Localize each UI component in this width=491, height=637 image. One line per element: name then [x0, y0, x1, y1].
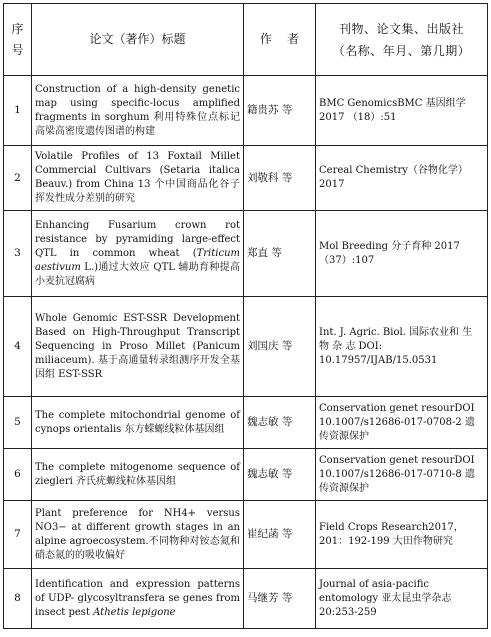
- row-author: 崔纪菡 等: [244, 501, 316, 569]
- row-title-text: Identification and expression patterns of UDP- glycosyltransfera se genes from insect pest: [35, 578, 240, 618]
- row-author: 魏志敏 等: [244, 397, 316, 449]
- row-title: [32, 449, 244, 501]
- row-title: [32, 146, 244, 211]
- table-row: [4, 449, 488, 501]
- row-number: 2: [4, 146, 32, 211]
- header-source-line-2: （名称、年月、第几期）: [332, 43, 471, 58]
- table-row: [4, 297, 488, 397]
- row-title: [32, 76, 244, 146]
- row-number: 4: [4, 297, 32, 397]
- row-title: [32, 501, 244, 569]
- row-author: 马继芳 等: [244, 569, 316, 629]
- table-row: [4, 501, 488, 569]
- header-source-line-1: 刊物、论文集、出版社: [338, 21, 464, 36]
- header-author: 作 者: [244, 4, 316, 76]
- row-author: 刘敬科 等: [244, 146, 316, 211]
- row-author: 魏志敏 等: [244, 449, 316, 501]
- header-source: [316, 4, 488, 76]
- row-number: 3: [4, 211, 32, 297]
- row-author: 刘国庆 等: [244, 297, 316, 397]
- row-source: Journal of asia-pacific entomology 亚太昆虫学杂志 20:253-259: [316, 569, 488, 629]
- row-number: 6: [4, 449, 32, 501]
- row-title: [32, 397, 244, 449]
- row-source: Mol Breeding 分子育种 2017 （37）:107: [316, 211, 488, 297]
- row-title-text: Plant preference for NH4+ versus NO3− at different growth stages in an alpine agroecosystem.不同物种对铵态氮和硝态氮的的吸收偏好: [35, 507, 240, 561]
- header-serial-number: [4, 4, 32, 76]
- table-row: [4, 569, 488, 629]
- row-title-text: Volatile Profiles of 13 Foxtail Millet Commercial Cultivars (Setaria italica Beauv.) from China 13 个中国商品化谷子挥发性成分差别的研究: [35, 151, 240, 204]
- row-source: Int. J. Agric. Biol. 国际农业和 生 物 杂 志 DOI: 10.17957/IJAB/15.0531: [316, 297, 488, 397]
- header-title: 论文（著作）标题: [32, 4, 244, 76]
- table-row: [4, 76, 488, 146]
- row-title-italic: Athetis lepigone: [93, 606, 176, 618]
- table-row: [4, 397, 488, 449]
- row-number: 8: [4, 569, 32, 629]
- header-serial-char-2: 号: [11, 42, 24, 57]
- row-number: 5: [4, 397, 32, 449]
- row-title: [32, 569, 244, 629]
- row-title-text: Enhancing Fusarium crown rot resistance by pyramiding large-effect QTL in common wheat (: [35, 219, 240, 259]
- row-source: BMC GenomicsBMC 基因组学 2017 （18）:51: [316, 76, 488, 146]
- row-title-text: Whole Genomic EST-SSR Development Based on High-Throughput Transcript Sequencing in Proso Millet (Panicum miliaceum). 基于高通量转录组测序开发全基因组 EST-SSR: [35, 312, 240, 380]
- row-title: [32, 297, 244, 397]
- row-title-text: Construction of a high-density genetic map using specific-locus amplified fragments in sorghum 利用特殊位点标记高梁高密度遗传图谱的构建: [35, 83, 240, 137]
- row-author: 籍贵苏 等: [244, 76, 316, 146]
- table-row: [4, 211, 488, 297]
- row-number: 7: [4, 501, 32, 569]
- row-number: 1: [4, 76, 32, 146]
- row-title-text: The complete mitogenome sequence of ziegleri 齐氏疣螈线粒体基因组: [35, 461, 240, 487]
- row-title-italic: Triticum aestivum: [35, 247, 240, 273]
- row-source: Conservation genet resourDOI 10.1007/s12686-017-0710-8 遗传资源保护: [316, 449, 488, 501]
- row-title-text: The complete mitochondrial genome of cynops orientalis 东方蝾螈线粒体基因组: [35, 409, 240, 435]
- row-source: Field Crops Research2017，201：192-199 大田作物研究: [316, 501, 488, 569]
- row-source: Cereal Chemistry（谷物化学）2017: [316, 146, 488, 211]
- row-title-suffix: L.)通过大效应 QTL 辅助育种提高小麦抗冠腐病: [35, 261, 240, 287]
- row-title: [32, 211, 244, 297]
- row-author: 郑直 等: [244, 211, 316, 297]
- header-serial-char-1: 序: [11, 21, 24, 36]
- publications-table: [3, 3, 488, 629]
- row-source: Conservation genet resourDOI 10.1007/s12686-017-0708-2 遗传资源保护: [316, 397, 488, 449]
- table-row: [4, 146, 488, 211]
- header-row: [4, 4, 488, 76]
